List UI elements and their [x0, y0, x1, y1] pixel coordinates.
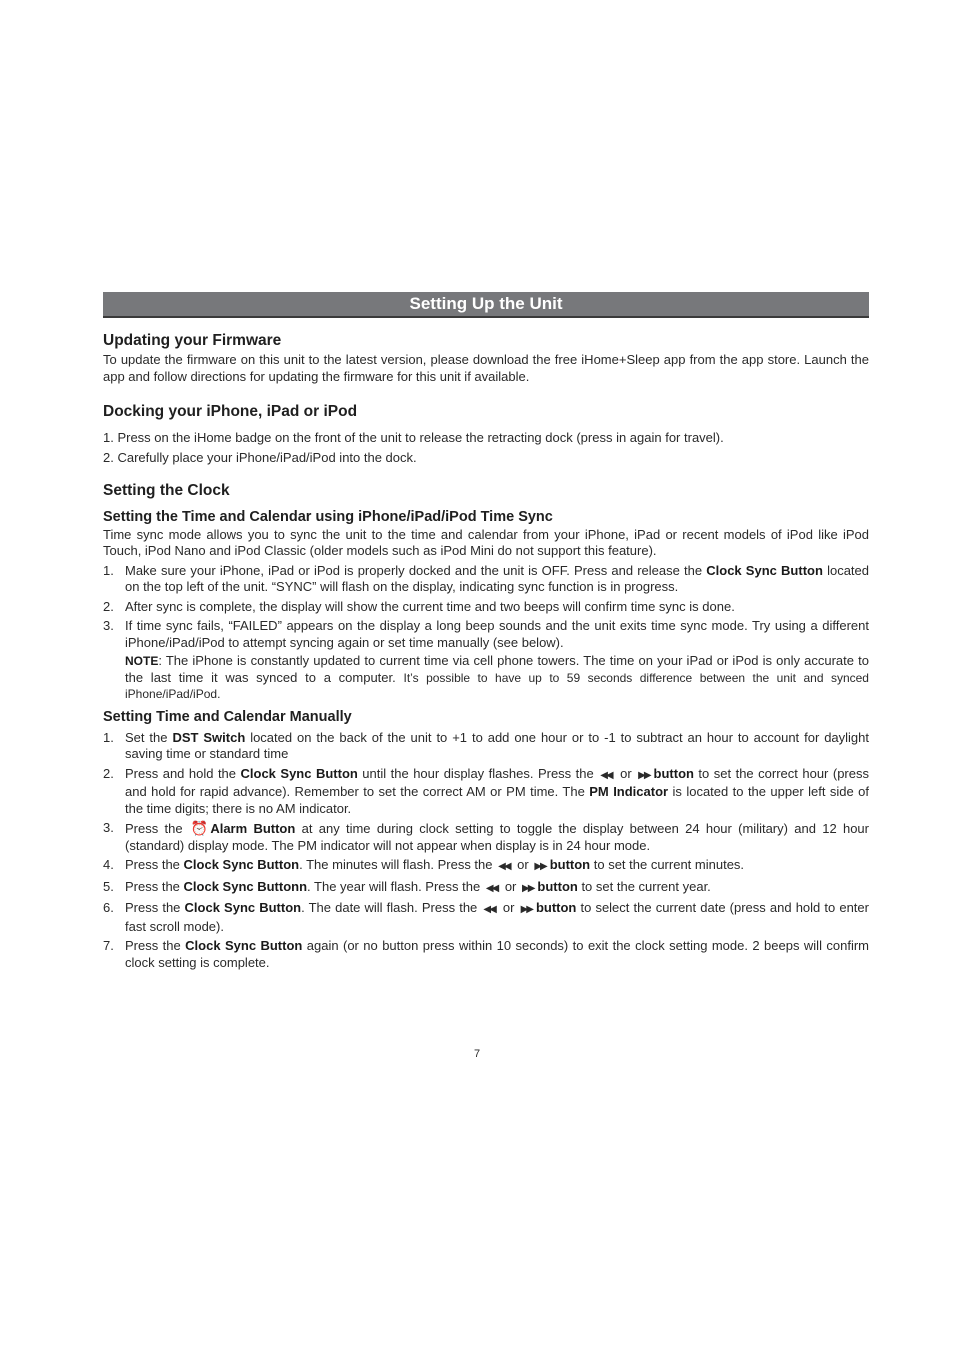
- docking-section: [103, 403, 869, 467]
- alarm-clock-icon: ⏰: [190, 820, 209, 836]
- fast-forward-icon: ▶▶: [534, 861, 546, 872]
- page-number: 7: [473, 1048, 481, 1060]
- manual-step-4: 4. Press the Clock Sync Button. The minutes will flash. Press the ◀◀ or ▶▶ button to set the current minutes.: [103, 857, 869, 876]
- manual-heading: Setting Time and Calendar Manually: [103, 708, 352, 725]
- firmware-body: To update the firmware on this unit to the latest version, please download the free iHome+Sleep app from the app store. Launch the app and follow directions for updating the firmware for this unit if available.: [103, 352, 869, 384]
- sync-steps: [103, 563, 869, 703]
- clock-section: [103, 482, 869, 972]
- manual-step-1: 1. Set the DST Switch located on the back of the unit to +1 to add one hour or to -1 to subtract an hour to account for daylight saving time or standard time: [103, 729, 870, 761]
- manual-step-2: 2. Press and hold the Clock Sync Button until the hour display flashes. Press the ◀◀ or ▶▶ button to set the correct hour (press and hold for rapid advance). Remember to set the correct AM or PM time. The PM Indicator is located to the upper left side of the time digits; there is no AM indicator.: [103, 765, 869, 816]
- section-title: Setting Up the Unit: [409, 294, 563, 313]
- manual-step-5: 5. Press the Clock Sync Buttonn. The year will flash. Press the ◀◀ or ▶▶ button to set the current year.: [103, 879, 869, 898]
- rewind-icon: ◀◀: [483, 904, 495, 915]
- rewind-icon: ◀◀: [600, 769, 612, 781]
- fast-forward-icon: ▶▶: [638, 769, 650, 781]
- manual-step-7: 7. Press the Clock Sync Button again (or no button press within 10 seconds) to exit the clock setting mode. 2 beeps will confirm clock setting is complete.: [103, 938, 869, 970]
- manual-steps: [103, 730, 869, 972]
- firmware-section: [103, 332, 869, 385]
- section-title-bar: [103, 292, 869, 318]
- sync-step-3: 3. If time sync fails, “FAILED” appears on the display a long beep sounds and the unit exits time sync mode. Try using a different iPhone/iPad/iPod to attempt syncing again or set time manually (see below). NOTE: The iPhone is constantly updated to current time via cell phone towers. The time on your iPad or iPod is only accurate to the last time it was synced to a computer. It’s possible to have up to 59 seconds difference between the unit and synced iPhone/iPad/iPod.: [103, 618, 869, 701]
- manual-step-6: 6. Press the Clock Sync Button. The date will flash. Press the ◀◀ or ▶▶ button to select the current date (press and hold to enter fast scroll mode).: [103, 900, 869, 934]
- sync-step-1: 1. Make sure your iPhone, iPad or iPod is properly docked and the unit is OFF. Press and release the Clock Sync Button located on the top left of the unit. “SYNC” will flash on the display, indicating sync function is in progress.: [103, 562, 869, 594]
- clock-heading: Setting the Clock: [103, 481, 230, 499]
- rewind-icon: ◀◀: [498, 861, 510, 872]
- manual-step-3: 3. Press the ⏰ Alarm Button at any time during clock setting to toggle the display between 24 hour (military) and 12 hour (standard) display mode. The PM indicator will not appear when display is in 24 hour mode.: [103, 820, 869, 853]
- docking-heading: Docking your iPhone, iPad or iPod: [103, 403, 358, 420]
- sync-heading: Setting the Time and Calendar using iPhone/iPad/iPod Time Sync: [103, 508, 553, 525]
- sync-note: NOTE: The iPhone is constantly updated to current time via cell phone towers. The time on your iPad or iPod is only accurate to the last time it was synced to a computer. It’s possible to have up to 59 seconds difference between the unit and synced iPhone/iPad/iPod.: [125, 653, 869, 701]
- fast-forward-icon: ▶▶: [520, 904, 532, 915]
- page-content: [103, 292, 869, 974]
- rewind-icon: ◀◀: [485, 882, 498, 894]
- sync-step-2: 2. After sync is complete, the display will show the current time and two beeps will confirm time sync is done.: [103, 598, 735, 614]
- docking-step-2: 2. Carefully place your iPhone/iPad/iPod into the dock.: [103, 450, 417, 465]
- sync-intro: Time sync mode allows you to sync the unit to the time and calendar from your iPhone, iPad or recent models of iPod like iPod Touch, iPod Nano and iPod Classic (older models such as iPod Mini do not support this feature).: [103, 526, 869, 558]
- fast-forward-icon: ▶▶: [522, 882, 534, 894]
- note-label: NOTE: [125, 654, 159, 668]
- firmware-heading: Updating your Firmware: [103, 332, 282, 349]
- docking-step-1: 1. Press on the iHome badge on the front of the unit to release the retracting dock (press in again for travel).: [103, 430, 724, 445]
- docking-list: [103, 430, 869, 467]
